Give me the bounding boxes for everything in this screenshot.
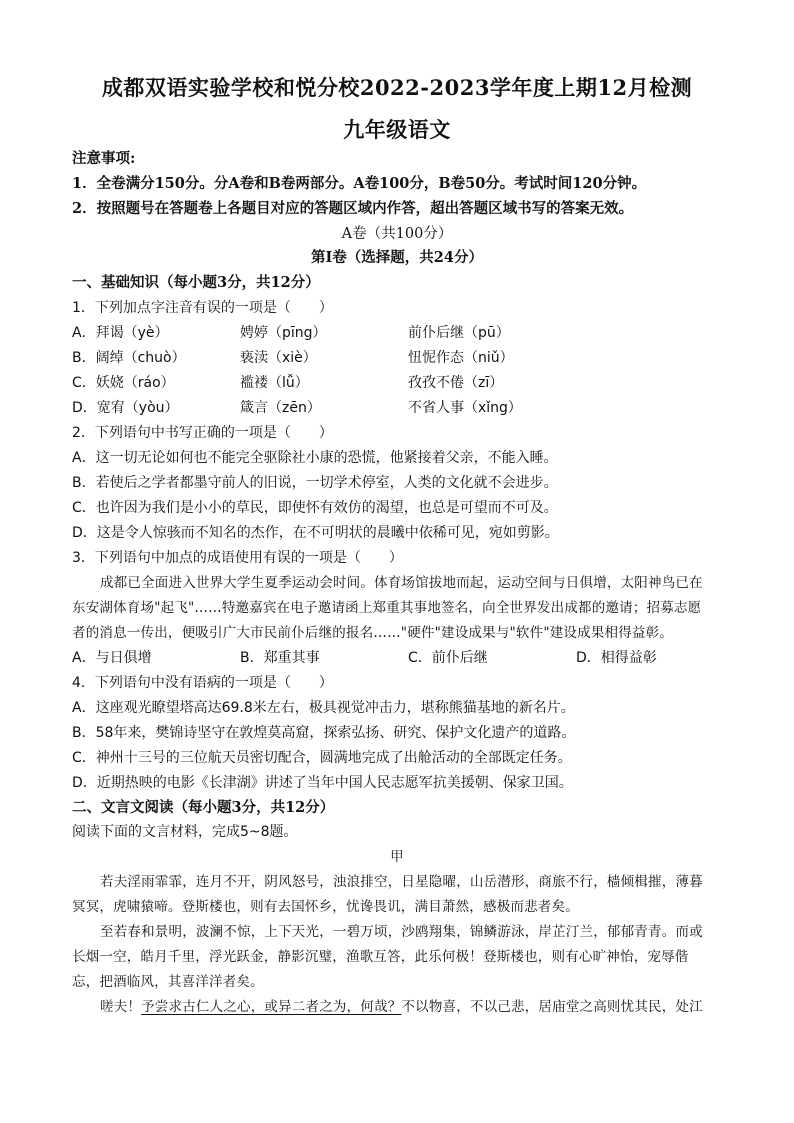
q4-option-c: C．神州十三号的三位航天员密切配合，圆满地完成了出舱活动的全部既定任务。 (72, 750, 572, 766)
exam-title: 成都双语实验学校和悦分校2022-2023学年度上期12月检测 (101, 75, 693, 100)
q2-option-a: A．这一切无论如何也不能完全驱除社小康的恐慌，他紧接着父亲，不能入睡。 (72, 450, 558, 466)
notice-item-1: 1．全卷满分150分。分A卷和B卷两部分。A卷100分，B卷50分。考试时间120分钟。 (72, 175, 647, 192)
section-2-intro: 阅读下面的文言材料，完成5~8题。 (72, 824, 298, 840)
q2-option-c: C．也许因为我们是小小的草民，即使怀有效仿的渴望，也总是可望而不可及。 (72, 500, 558, 516)
notice-heading: 注意事项: (72, 150, 136, 167)
passage-para-2-line-2: 长烟一空，皓月千里，浮光跃金，静影沉璧，渔歌互答，此乐何极！登斯楼也，则有心旷神怡，宠辱偕 (72, 949, 689, 965)
passage-para-3-lead: 嗟夫！ (100, 999, 142, 1015)
q4-option-d: D．近期热映的电影《长津湖》讲述了当年中国人民志愿军抗美援朝、保家卫国。 (72, 775, 573, 791)
q3-option-b: B．郑重其事 (240, 650, 320, 666)
q2-option-b: B．若使后之学者都墨守前人的旧说，一切学术停室，人类的文化就不会进步。 (72, 475, 558, 491)
q1-stem: 1．下列加点字注音有误的一项是（ ） (72, 300, 333, 316)
section-1-heading: 一、基础知识（每小题3分，共12分） (72, 274, 320, 291)
volume-a-heading: A卷（共100分） (341, 226, 453, 242)
q3-option-a: A．与日俱增 (72, 650, 152, 666)
q1-option-b-2: 亵渎（xiè） (240, 350, 317, 366)
passage-label: 甲 (390, 849, 404, 865)
q1-option-c-2: 褴褛（lǚ） (240, 375, 309, 391)
q1-option-c-3: 孜孜不倦（zī） (408, 375, 504, 391)
q3-option-d: D．相得益彰 (576, 650, 657, 666)
q1-option-a-2: 娉婷（pīng） (240, 325, 327, 341)
passage-para-1-line-1: 若夫淫雨霏霏，连月不开，阴风怒号，浊浪排空，日星隐曜，山岳潜形，商旅不行，樯倾楫摧，薄暮 (100, 874, 703, 890)
exam-subtitle: 九年级语文 (343, 117, 451, 142)
q2-stem: 2．下列语句中书写正确的一项是（ ） (72, 425, 333, 441)
notice-item-2: 2．按照题号在答题卷上各题目对应的答题区域内作答，超出答题区域书写的答案无效。 (72, 200, 634, 217)
q3-passage-line-2: 东安湖体育场"起飞"……特邀嘉宾在电子邀请函上郑重其事地签名，向全世界发出成都的邀请；招募志愿 (72, 600, 702, 616)
passage-underlined-sentence: 予尝求古仁人之心，或异二者之为，何哉？ (141, 999, 402, 1015)
part-one-heading: 第Ⅰ卷（选择题，共24分） (311, 249, 483, 266)
q1-option-d-2: 箴言（zēn） (240, 400, 321, 416)
passage-para-2-line-1: 至若春和景明，波澜不惊，上下天光，一碧万顷，沙鸥翔集，锦鳞游泳，岸芷汀兰，郁郁青青。而或 (100, 924, 703, 940)
q1-option-b-3: 忸怩作态（niǔ） (408, 350, 514, 366)
q1-option-b-1: B．阔绰（chuò） (72, 350, 186, 366)
q1-option-d-1: D．宽宥（yòu） (72, 400, 179, 416)
q3-option-c: C．前仆后继 (408, 650, 488, 666)
q4-stem: 4．下列语句中没有语病的一项是（ ） (72, 675, 333, 691)
passage-para-3-line-1 (100, 997, 732, 1017)
q1-option-c-1: C．妖娆（ráo） (72, 375, 175, 391)
q3-passage-line-1: 成都已全面进入世界大学生夏季运动会时间。体育场馆拔地而起，运动空间与日俱增，太阳神鸟已在 (100, 575, 703, 591)
q4-option-b: B．58年来，樊锦诗坚守在敦煌莫高窟，探索弘扬、研究、保护文化遗产的道路。 (72, 725, 576, 741)
q3-stem: 3．下列语句中加点的成语使用有误的一项是（ ） (72, 550, 403, 566)
passage-para-3-rest: 不以物喜，不以己悲，居庙堂之高则忧其民，处江 (401, 999, 703, 1015)
q1-option-a-1: A．拜谒（yè） (72, 325, 169, 341)
q4-option-a: A．这座观光瞭望塔高达69.8米左右，极具视觉冲击力，堪称熊猫基地的新名片。 (72, 700, 575, 716)
q2-option-d: D．这是令人惊骇而不知名的杰作，在不可明状的晨曦中依稀可见，宛如剪影。 (72, 525, 559, 541)
section-2-heading: 二、文言文阅读（每小题3分，共12分） (72, 799, 335, 816)
passage-para-1-line-2: 冥冥，虎啸猿啼。登斯楼也，则有去国怀乡，忧谗畏讥，满目萧然，感极而悲者矣。 (72, 899, 579, 915)
q3-passage-line-3: 者的消息一传出，便吸引广大市民前仆后继的报名……"硬件"建设成果与"软件"建设成果相得益彰。 (72, 625, 674, 641)
passage-para-2-line-3: 忘，把酒临风，其喜洋洋者矣。 (72, 974, 264, 990)
q1-option-a-3: 前仆后继（pū） (408, 325, 510, 341)
q1-option-d-3: 不省人事（xǐng） (408, 400, 522, 416)
